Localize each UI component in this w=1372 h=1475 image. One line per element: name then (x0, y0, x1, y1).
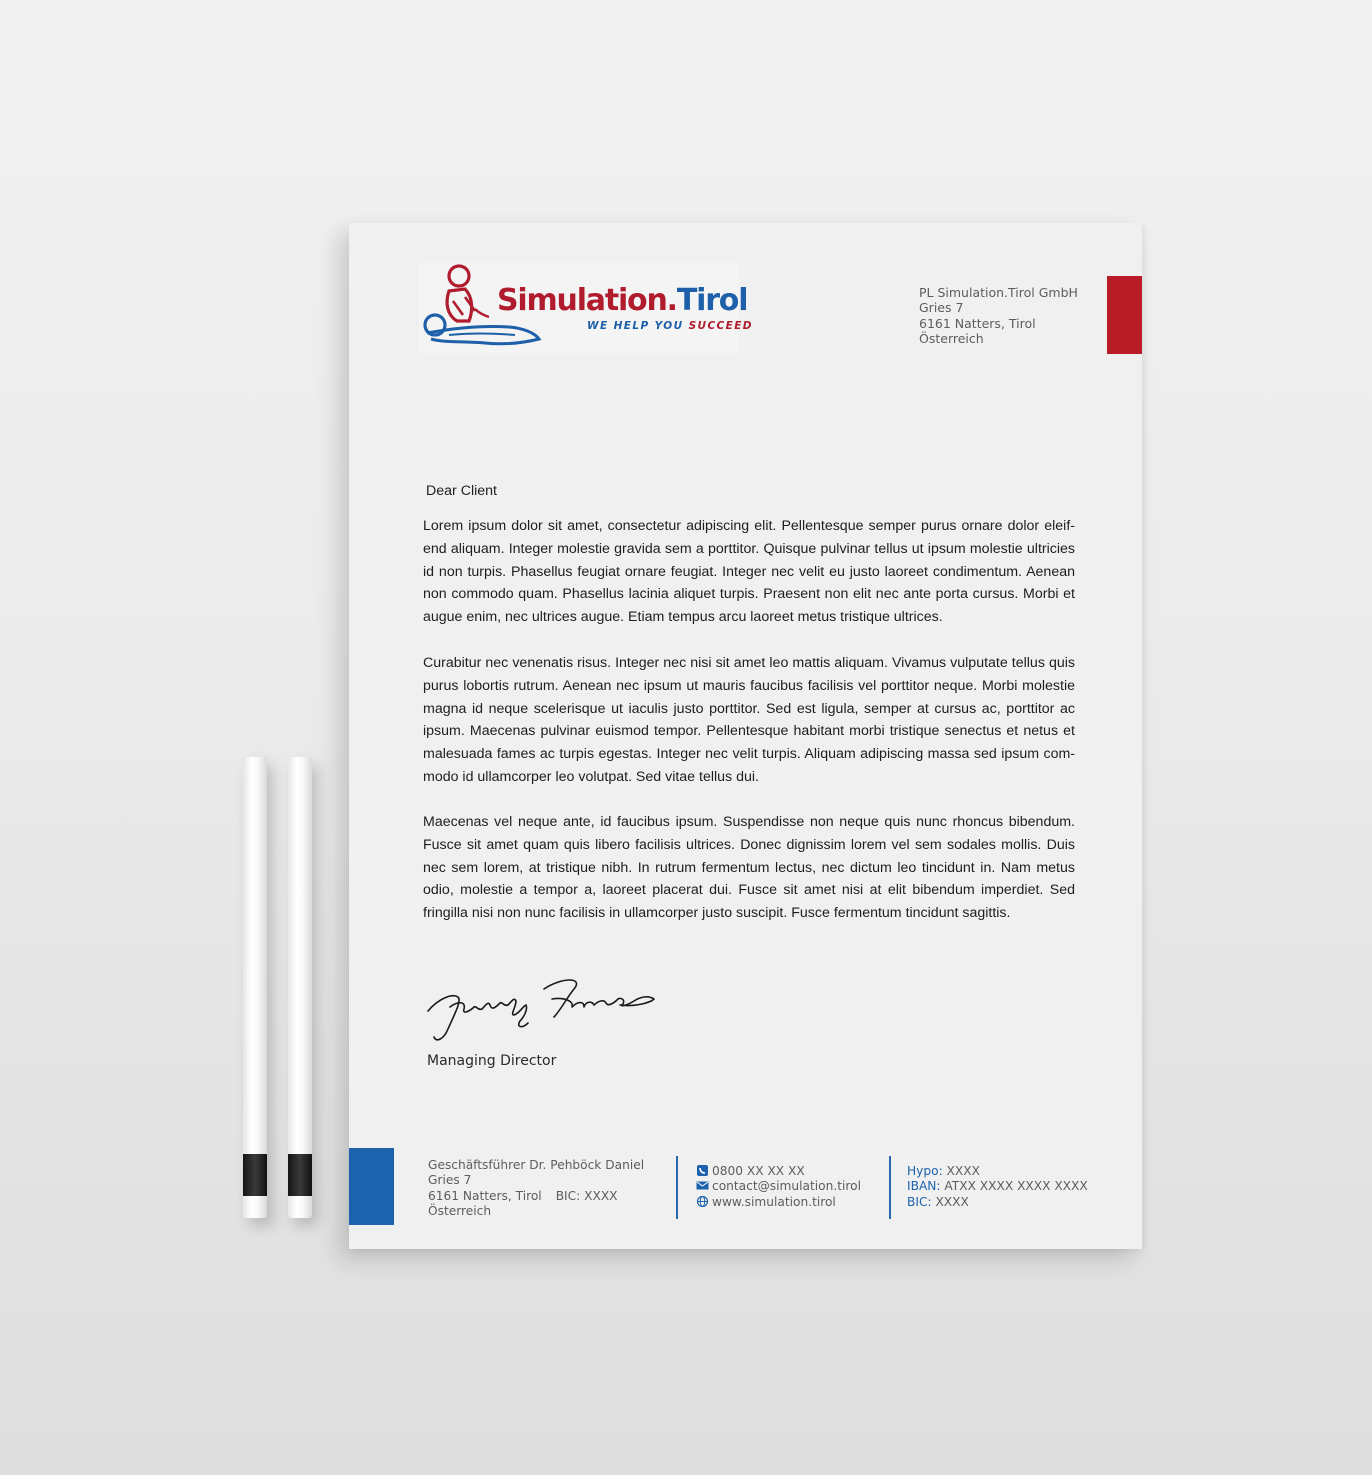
footer-company-info (428, 1158, 644, 1219)
footer-divider-2 (889, 1156, 891, 1219)
logo-wordmark (497, 283, 747, 318)
footer-phone: 0800 XX XX XX (712, 1164, 805, 1178)
sender-address (919, 285, 1078, 346)
signer-role: Managing Director (427, 1053, 557, 1069)
globe-icon (696, 1196, 709, 1207)
footer-iban-value: ATXX XXXX XXXX XXXX (940, 1179, 1088, 1194)
footer-iban-label: IBAN: (907, 1179, 941, 1194)
letter-paragraph-2: Curabitur nec venenatis risus. Integer nec nisi sit amet leo mattis aliquam. Vivamus vulputate tellus quis purus lobortis rutrum. Aenean nec ipsum ut mauris faucibus facilisis vel porttitor neque. Morbi molestie magna id neque scelerisque ut iaculis justo porttitor. Sed est ligula, semper at cursus ac, porttitor ac ipsum. Maecenas pulvinar euismod tempor. Pellentesque habitant morbi tristique senectus et netus et malesuada fames ac turpis egestas. Integer nec velit turpis. Aliquam adipiscing massa sed ipsum com-modo id ullamcorper leo volutpat. Sed vitae tellus dui. (423, 655, 1075, 785)
footer-phone-row (696, 1164, 861, 1179)
footer-company-bic: BIC: XXXX (555, 1188, 618, 1203)
footer-bic-row (907, 1195, 1088, 1210)
letter-paragraph-3: Maecenas vel neque ante, id faucibus ipsum. Suspendisse non neque quis nunc rhoncus bibendum. Fusce sit amet quam quis libero facilisis ultrices. Donec dignissim lorem vel sem sodales mollis. Duis nec sem lorem, at tristique nibh. In rutrum fermentum lectus, nec dictum leo tincidunt in. Nam metus odio, molestie a tempor a, laoreet placerat dui. Fusce sit amet nisi at elit bibendum imperdiet. Sed fringilla nisi non nunc facilisis in ullamcorper justo suscipit. Fusce fermentum tincidunt sagittis. (423, 814, 1075, 922)
sender-address-line3: 6161 Natters, Tirol (919, 315, 1036, 331)
footer-company-line1: Geschäftsführer Dr. Pehböck Daniel (428, 1158, 645, 1172)
footer-bic-value: XXXX (931, 1194, 969, 1209)
footer-company-line3: 6161 Natters, Tirol (428, 1188, 542, 1203)
footer-bank-info (907, 1164, 1088, 1210)
letterhead-page (349, 223, 1142, 1249)
pen-left (243, 757, 267, 1218)
footer-company-line2: Gries 7 (428, 1173, 472, 1188)
red-accent-bar (1107, 276, 1142, 354)
handwritten-signature (424, 971, 664, 1046)
logo-name-part2: Tirol (676, 283, 748, 318)
logo-name-part1: Simulation (497, 283, 667, 318)
footer-iban-row (907, 1179, 1088, 1194)
logo-tagline-part2: SUCCEED (688, 320, 753, 332)
phone-icon (696, 1165, 709, 1176)
footer-divider-1 (676, 1156, 678, 1219)
pen-right (288, 757, 312, 1218)
footer-company-line3-row (428, 1189, 644, 1204)
footer-website: www.simulation.tirol (712, 1194, 836, 1209)
footer-hypo-row (907, 1164, 1088, 1179)
letter-paragraph-1: Lorem ipsum dolor sit amet, consectetur adipiscing elit. Pellentesque semper purus ornare dolor eleif-end aliquam. Integer molestie gravida sem a porttitor. Quisque pulvinar tellus ut ipsum molestie ultricies id non turpis. Phasellus feugiat ornare feugiat. Integer nec velit eu justo laoreet condimentum. Aenean non commodo quam. Phasellus lacinia aliquet turpis. Praesent non elit nec ante porta cursus. Morbi et augue enim, nec ultrices augue. Etiam tempus arcu laoreet metus tristique ultrices. (423, 518, 1075, 626)
letter-greeting: Dear Client (426, 483, 497, 499)
logo-tagline-part1: WE HELP YOU (587, 320, 689, 332)
footer-email-row (696, 1179, 861, 1194)
blue-accent-block (349, 1148, 394, 1225)
mail-icon (696, 1180, 709, 1191)
sender-address-line2: Gries 7 (919, 300, 964, 316)
company-logo (419, 263, 753, 353)
sender-address-line4: Österreich (919, 330, 984, 346)
logo-name-dot: . (666, 283, 677, 318)
footer-hypo-label: Hypo: (907, 1164, 943, 1178)
footer-hypo-value: XXXX (942, 1164, 980, 1178)
sender-address-line1: PL Simulation.Tirol GmbH (919, 285, 1078, 300)
logo-tagline (587, 320, 753, 332)
footer-web-row (696, 1195, 861, 1210)
footer-bic-label: BIC: (907, 1194, 932, 1209)
footer-contact-info (696, 1164, 861, 1210)
footer-email: contact@simulation.tirol (712, 1179, 861, 1194)
footer-company-line4: Österreich (428, 1203, 492, 1218)
